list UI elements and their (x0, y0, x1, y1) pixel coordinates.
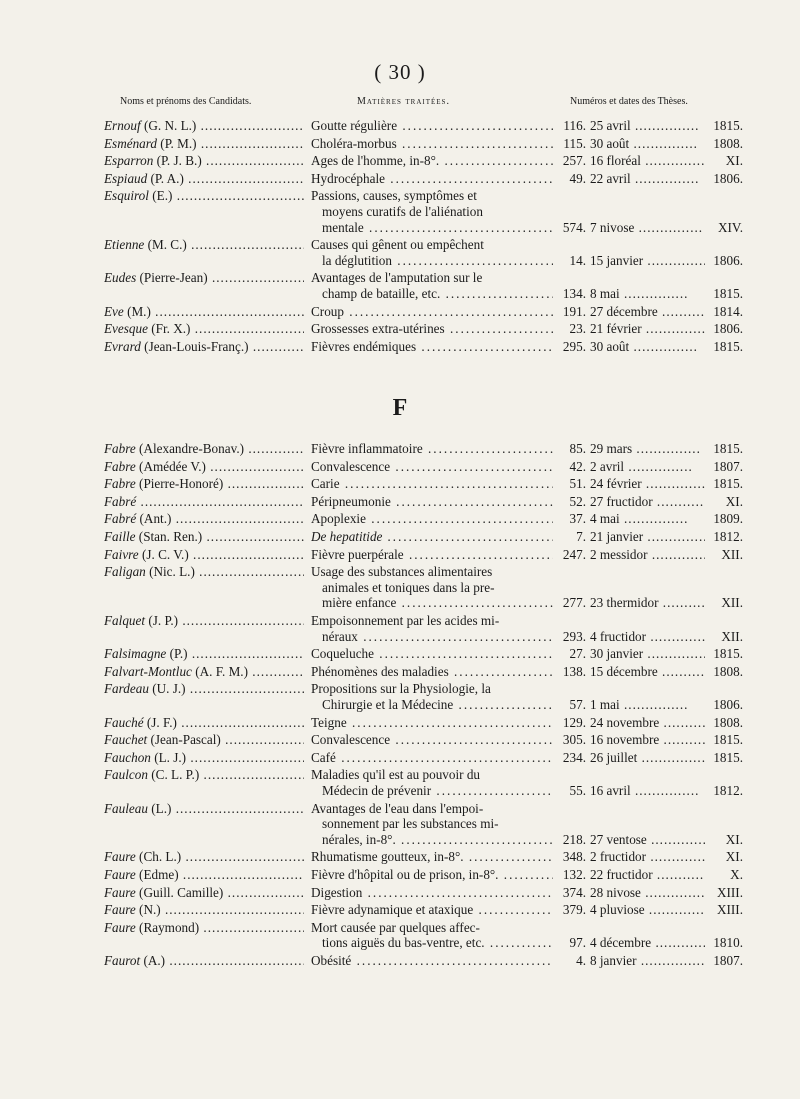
thesis-number: 257. (562, 153, 586, 169)
candidate-name (104, 339, 304, 355)
candidate-last-name: Fardeau (104, 681, 149, 697)
candidate-name (104, 715, 304, 731)
thesis-number: 348. (562, 849, 586, 865)
thesis-subject-line: Fièvre d'hôpital ou de prison, in-8°. ..... (311, 867, 553, 883)
thesis-subject (311, 476, 553, 492)
thesis-subject-line: Fièvre adynamique et ataxique ..... (311, 902, 553, 918)
thesis-subject-line: Grossesses extra-utérines ..... (311, 321, 553, 337)
thesis-year: 1807. (705, 459, 743, 475)
thesis-subject (311, 664, 553, 680)
candidate-first-name: (P. A.) (150, 170, 184, 186)
candidate-last-name: Faurot (104, 953, 141, 968)
candidate-last-name: Falvart-Montluc (104, 663, 192, 679)
thesis-subject (311, 441, 553, 457)
candidate-last-name: Esparron (104, 153, 154, 169)
thesis-number: 305. (562, 732, 586, 748)
thesis-date: 24 novembre ..... (590, 715, 716, 731)
candidate-last-name: Fabre (104, 476, 136, 492)
candidate-last-name: Fabre (104, 441, 136, 456)
thesis-year: 1806. (705, 697, 743, 713)
thesis-number: 191. (562, 303, 586, 319)
candidate-name (104, 953, 304, 969)
thesis-subject (311, 681, 553, 712)
thesis-year: XI. (705, 153, 743, 169)
thesis-subject-line: Causes qui gênent ou empêchent (311, 237, 484, 253)
candidate-first-name: (Fr. X.) (151, 321, 191, 337)
thesis-year: 1815. (705, 118, 743, 134)
thesis-subject (311, 188, 553, 235)
candidate-name (104, 801, 304, 817)
thesis-year: XII. (705, 629, 743, 645)
thesis-subject-line: Phénomènes des maladies ..... (311, 664, 553, 680)
candidate-name (104, 902, 304, 918)
candidate-first-name: (P.) (169, 646, 188, 662)
thesis-subject (311, 849, 553, 865)
thesis-date: 7 nivose ..... (590, 220, 716, 236)
thesis-subject (311, 885, 553, 901)
thesis-subject-line: Fièvre inflammatoire ..... (311, 441, 553, 457)
candidate-name (104, 153, 304, 169)
candidate-first-name: (N.) (139, 902, 161, 918)
thesis-year: 1814. (705, 304, 743, 320)
thesis-date: 30 janvier ..... (590, 646, 716, 662)
candidate-first-name: (Pierre-Honoré) (139, 476, 224, 492)
candidate-name (104, 564, 304, 580)
thesis-subject (311, 920, 553, 951)
thesis-subject-line: Médecin de prévenir ..... (311, 783, 553, 799)
thesis-subject (311, 237, 553, 268)
candidate-last-name: Fauché (104, 714, 144, 730)
candidate-first-name: (U. J.) (152, 681, 186, 697)
thesis-subject (311, 153, 553, 169)
candidate-first-name: (A.) (143, 953, 166, 968)
candidate-last-name: Faille (104, 529, 136, 544)
thesis-subject-line: Croup ..... (311, 304, 553, 320)
candidate-first-name: (J. P.) (148, 613, 179, 628)
thesis-subject (311, 304, 553, 320)
thesis-number: 293. (562, 628, 586, 644)
thesis-number: 379. (562, 902, 586, 918)
thesis-number: 116. (563, 118, 586, 133)
thesis-subject-line: la déglutition ..... (311, 253, 553, 269)
thesis-number: 138. (562, 663, 586, 679)
candidate-name (104, 188, 304, 204)
candidate-last-name: Fabré (104, 493, 137, 509)
candidate-name (104, 171, 304, 187)
thesis-year: 1815. (705, 286, 743, 302)
thesis-subject (311, 646, 553, 662)
candidate-last-name: Eudes (104, 270, 137, 286)
thesis-date: 27 fructidor ..... (590, 494, 716, 510)
thesis-year: 1808. (705, 664, 743, 680)
candidate-first-name: (J. C. V.) (141, 546, 189, 562)
thesis-subject-line: Choléra-morbus ..... (311, 136, 553, 152)
candidate-name (104, 613, 304, 629)
thesis-date: 4 mai ..... (590, 511, 716, 527)
candidate-last-name: Faure (104, 919, 136, 935)
candidate-last-name: Falsimagne (104, 646, 167, 662)
thesis-number: 85. (569, 441, 586, 456)
thesis-year: 1815. (705, 441, 743, 457)
thesis-subject (311, 801, 553, 848)
thesis-subject-line: Digestion ..... (311, 885, 553, 901)
column-headers (0, 96, 800, 112)
thesis-subject (311, 902, 553, 918)
thesis-date: 15 janvier ..... (590, 253, 716, 269)
thesis-number: 574. (562, 219, 586, 235)
thesis-subject-line: Teigne ..... (311, 715, 553, 731)
thesis-number: 7. (576, 529, 586, 544)
thesis-number: 295. (562, 338, 586, 354)
thesis-subject-line: Avantages de l'eau dans l'empoi- (311, 800, 484, 816)
thesis-number: 277. (562, 595, 586, 611)
thesis-subject-line: Avantages de l'amputation sur le (311, 270, 483, 286)
candidate-last-name: Etienne (104, 237, 145, 253)
candidate-first-name: (A. F. M.) (195, 663, 248, 679)
thesis-year: 1815. (705, 646, 743, 662)
section-letter-f: F (392, 395, 408, 421)
thesis-subject (311, 118, 553, 134)
thesis-number: 37. (569, 511, 586, 527)
thesis-date: 2 messidor ..... (590, 547, 716, 563)
thesis-year: 1815. (705, 750, 743, 766)
thesis-number: 57. (569, 696, 586, 712)
thesis-subject (311, 511, 553, 527)
candidate-name (104, 136, 304, 152)
candidate-first-name: (Raymond) (139, 919, 200, 935)
candidate-last-name: Fabre (104, 458, 136, 474)
candidate-last-name: Faligan (104, 564, 146, 580)
candidate-first-name: (Amédée V.) (139, 458, 206, 474)
candidate-first-name: (Nic. L.) (149, 564, 195, 580)
candidate-last-name: Faivre (104, 546, 139, 562)
thesis-number: 23. (569, 321, 586, 337)
thesis-date: 8 mai ..... (590, 286, 716, 302)
candidate-last-name: Espiaud (104, 170, 148, 186)
thesis-subject-line: nérales, in-8°. ..... (311, 832, 553, 848)
thesis-number: 27. (569, 646, 586, 662)
candidate-name (104, 304, 304, 320)
candidate-first-name: (Stan. Ren.) (138, 529, 203, 544)
thesis-date: 21 février ..... (590, 321, 716, 337)
thesis-date: 30 août ..... (590, 136, 716, 152)
thesis-date: 8 janvier ..... (590, 953, 716, 969)
candidate-first-name: (Ch. L.) (139, 849, 182, 865)
candidate-first-name: (G. N. L.) (143, 118, 197, 133)
thesis-subject (311, 750, 553, 766)
thesis-year: 1808. (705, 136, 743, 152)
candidate-first-name: (M. C.) (147, 237, 187, 253)
candidate-last-name: Fauleau (104, 800, 148, 816)
candidate-first-name: (L. J.) (154, 749, 187, 765)
thesis-subject-line: Ages de l'homme, in-8°. ..... (311, 153, 553, 169)
thesis-subject-line: tions aiguës du bas-ventre, etc. ..... (311, 935, 553, 951)
thesis-subject-line: Mort causée par quelques affec- (311, 919, 480, 935)
thesis-date: 16 floréal ..... (590, 153, 716, 169)
thesis-year: XII. (705, 547, 743, 563)
thesis-number: 55. (569, 782, 586, 798)
thesis-subject (311, 270, 553, 301)
candidate-name (104, 732, 304, 748)
candidate-first-name: (C. L. P.) (151, 767, 200, 783)
thesis-subject (311, 613, 553, 644)
thesis-number: 115. (563, 135, 586, 151)
header-names: Noms et prénoms des Candidats. (120, 96, 252, 107)
thesis-date: 22 avril ..... (590, 171, 716, 187)
candidate-first-name: (M.) (127, 303, 151, 319)
thesis-date: 26 juillet ..... (590, 750, 716, 766)
candidate-first-name: (Alexandre-Bonav.) (139, 441, 245, 456)
thesis-number: 49. (569, 170, 586, 186)
thesis-subject-line: moyens curatifs de l'aliénation (322, 203, 483, 219)
thesis-subject-line: mentale ..... (311, 220, 553, 236)
candidate-first-name: (L.) (151, 800, 172, 816)
candidate-name (104, 237, 304, 253)
candidate-first-name: (Ant.) (139, 511, 172, 527)
candidate-name (104, 511, 304, 527)
thesis-year: 1807. (705, 953, 743, 969)
candidate-name (104, 664, 304, 680)
thesis-subject-line: Apoplexie ..... (311, 511, 553, 527)
thesis-number: 4. (576, 953, 586, 968)
candidate-first-name: (Edme) (139, 867, 179, 882)
thesis-subject-line: Fièvres endémiques ..... (311, 339, 553, 355)
thesis-year: XIV. (705, 220, 743, 236)
thesis-date: 24 février ..... (590, 476, 716, 492)
thesis-subject-line: sonnement par les substances mi- (322, 816, 499, 832)
candidate-last-name: Fauchet (104, 732, 148, 748)
candidate-name (104, 750, 304, 766)
thesis-date: 4 fructidor ..... (590, 629, 716, 645)
candidate-last-name: Faure (104, 884, 136, 900)
thesis-subject (311, 732, 553, 748)
thesis-subject-line: Convalescence ..... (311, 459, 553, 475)
thesis-subject-line: Usage des substances alimentaires (311, 564, 493, 580)
thesis-subject-line: Convalescence ..... (311, 732, 553, 748)
thesis-year: 1815. (705, 339, 743, 355)
thesis-number: 42. (569, 458, 586, 474)
thesis-subject (311, 547, 553, 563)
thesis-number: 247. (562, 546, 586, 562)
thesis-number: 52. (569, 493, 586, 509)
thesis-year: XIII. (705, 902, 743, 918)
thesis-subject (311, 339, 553, 355)
thesis-number: 97. (569, 935, 586, 951)
header-numbers: Numéros et dates des Thèses. (570, 96, 688, 107)
candidate-name (104, 494, 304, 510)
thesis-subject-line: Propositions sur la Physiologie, la (311, 681, 491, 697)
thesis-subject (311, 529, 553, 545)
candidate-last-name: Faulcon (104, 767, 148, 783)
candidate-name (104, 118, 304, 134)
candidate-name (104, 459, 304, 475)
candidate-last-name: Fauchon (104, 749, 151, 765)
thesis-subject-line: champ de bataille, etc. ..... (311, 286, 553, 302)
candidate-first-name: (P. J. B.) (156, 153, 202, 169)
candidate-last-name: Esquirol (104, 188, 149, 204)
thesis-subject-line: néraux ..... (311, 629, 553, 645)
thesis-date: 30 août ..... (590, 339, 716, 355)
thesis-subject (311, 171, 553, 187)
candidate-first-name: (P. M.) (160, 135, 197, 151)
thesis-number: 129. (562, 714, 586, 730)
thesis-year: 1809. (705, 511, 743, 527)
thesis-subject (311, 715, 553, 731)
candidate-first-name: (Pierre-Jean) (139, 270, 208, 286)
thesis-year: XI. (705, 494, 743, 510)
candidate-last-name: Faure (104, 902, 136, 918)
thesis-number: 374. (562, 884, 586, 900)
thesis-subject-line: Hydrocéphale ..... (311, 171, 553, 187)
candidate-last-name: Fabré (104, 511, 137, 527)
candidate-last-name: Faure (104, 849, 136, 865)
thesis-subject-line: Rhumatisme goutteux, in-8°. ..... (311, 849, 553, 865)
thesis-year: 1808. (705, 715, 743, 731)
candidate-name (104, 270, 304, 286)
thesis-year: XI. (705, 832, 743, 848)
candidate-name (104, 767, 304, 783)
thesis-year: XII. (705, 595, 743, 611)
thesis-year: 1815. (705, 476, 743, 492)
candidate-first-name: (J. F.) (146, 714, 177, 730)
candidate-name (104, 547, 304, 563)
thesis-subject (311, 494, 553, 510)
candidate-name (104, 476, 304, 492)
thesis-subject-line: Chirurgie et la Médecine ..... (311, 697, 553, 713)
thesis-date: 16 novembre ..... (590, 732, 716, 748)
thesis-subject (311, 867, 553, 883)
thesis-year: 1812. (705, 529, 743, 545)
thesis-subject-line: Obésité ..... (311, 953, 553, 969)
thesis-date: 29 mars ..... (590, 441, 716, 457)
candidate-last-name: Faure (104, 867, 136, 882)
thesis-subject (311, 564, 553, 611)
candidate-last-name: Esménard (104, 135, 157, 151)
thesis-year: 1806. (705, 253, 743, 269)
thesis-subject (311, 953, 553, 969)
thesis-date: 15 décembre ..... (590, 664, 716, 680)
thesis-subject (311, 767, 553, 798)
thesis-date: 16 avril ..... (590, 783, 716, 799)
thesis-subject-line: Fièvre puerpérale ..... (311, 547, 553, 563)
candidate-name (104, 681, 304, 697)
candidate-first-name: (Guill. Camille) (139, 884, 224, 900)
thesis-date: 21 janvier ..... (590, 529, 716, 545)
thesis-date: 22 fructidor ..... (590, 867, 716, 883)
candidate-last-name: Evesque (104, 321, 148, 337)
thesis-subject-line: Péripneumonie ..... (311, 494, 553, 510)
page-number: ( 30 ) (374, 60, 426, 84)
thesis-subject-line: Coqueluche ..... (311, 646, 553, 662)
thesis-number: 134. (562, 285, 586, 301)
thesis-number: 14. (569, 252, 586, 268)
header-matters: Matières traitées. (357, 96, 450, 107)
thesis-subject (311, 321, 553, 337)
thesis-subject (311, 136, 553, 152)
thesis-number: 132. (562, 867, 586, 882)
candidate-name (104, 867, 304, 883)
thesis-year: XIII. (705, 885, 743, 901)
thesis-date: 27 ventose ..... (590, 832, 716, 848)
thesis-date: 23 thermidor ..... (590, 595, 716, 611)
thesis-date: 28 nivose ..... (590, 885, 716, 901)
thesis-subject (311, 459, 553, 475)
thesis-year: 1806. (705, 171, 743, 187)
thesis-number: 51. (569, 476, 586, 492)
thesis-subject-line: Empoisonnement par les acides mi- (311, 613, 500, 628)
candidate-name (104, 529, 304, 545)
candidate-name (104, 441, 304, 457)
thesis-date: 4 décembre ..... (590, 935, 716, 951)
candidate-first-name: (E.) (152, 188, 173, 204)
candidate-name (104, 920, 304, 936)
thesis-number: 234. (562, 749, 586, 765)
thesis-year: 1810. (705, 935, 743, 951)
thesis-date: 2 fructidor ..... (590, 849, 716, 865)
candidate-first-name: (Jean-Louis-Franç.) (144, 338, 249, 354)
candidate-last-name: Falquet (104, 613, 146, 628)
candidate-last-name: Eve (104, 303, 124, 319)
thesis-subject-line: De hepatitide ..... (311, 529, 553, 545)
candidate-last-name: Evrard (104, 338, 141, 354)
candidate-last-name: Ernouf (104, 118, 141, 133)
thesis-date: 2 avril ..... (590, 459, 716, 475)
thesis-subject-line: animales et toniques dans la pre- (322, 579, 495, 595)
candidate-name (104, 646, 304, 662)
thesis-subject-line: Passions, causes, symptômes et (311, 188, 477, 204)
thesis-date: 25 avril ..... (590, 118, 716, 134)
thesis-year: 1812. (705, 783, 743, 799)
thesis-year: 1806. (705, 321, 743, 337)
candidate-name (104, 885, 304, 901)
thesis-number: 218. (562, 831, 586, 847)
thesis-subject-line: Café ..... (311, 750, 553, 766)
thesis-date: 1 mai ..... (590, 697, 716, 713)
thesis-year: X. (705, 867, 743, 883)
thesis-date: 27 décembre ..... (590, 304, 716, 320)
thesis-subject-line: Carie ..... (311, 476, 553, 492)
thesis-subject-line: Goutte régulière ..... (311, 118, 553, 134)
candidate-first-name: (Jean-Pascal) (150, 732, 221, 748)
thesis-subject-line: Maladies qu'il est au pouvoir du (311, 767, 481, 783)
thesis-date: 4 pluviose ..... (590, 902, 716, 918)
thesis-year: 1815. (705, 732, 743, 748)
candidate-name (104, 321, 304, 337)
thesis-subject-line: mière enfance ..... (311, 595, 553, 611)
thesis-year: XI. (705, 849, 743, 865)
candidate-name (104, 849, 304, 865)
